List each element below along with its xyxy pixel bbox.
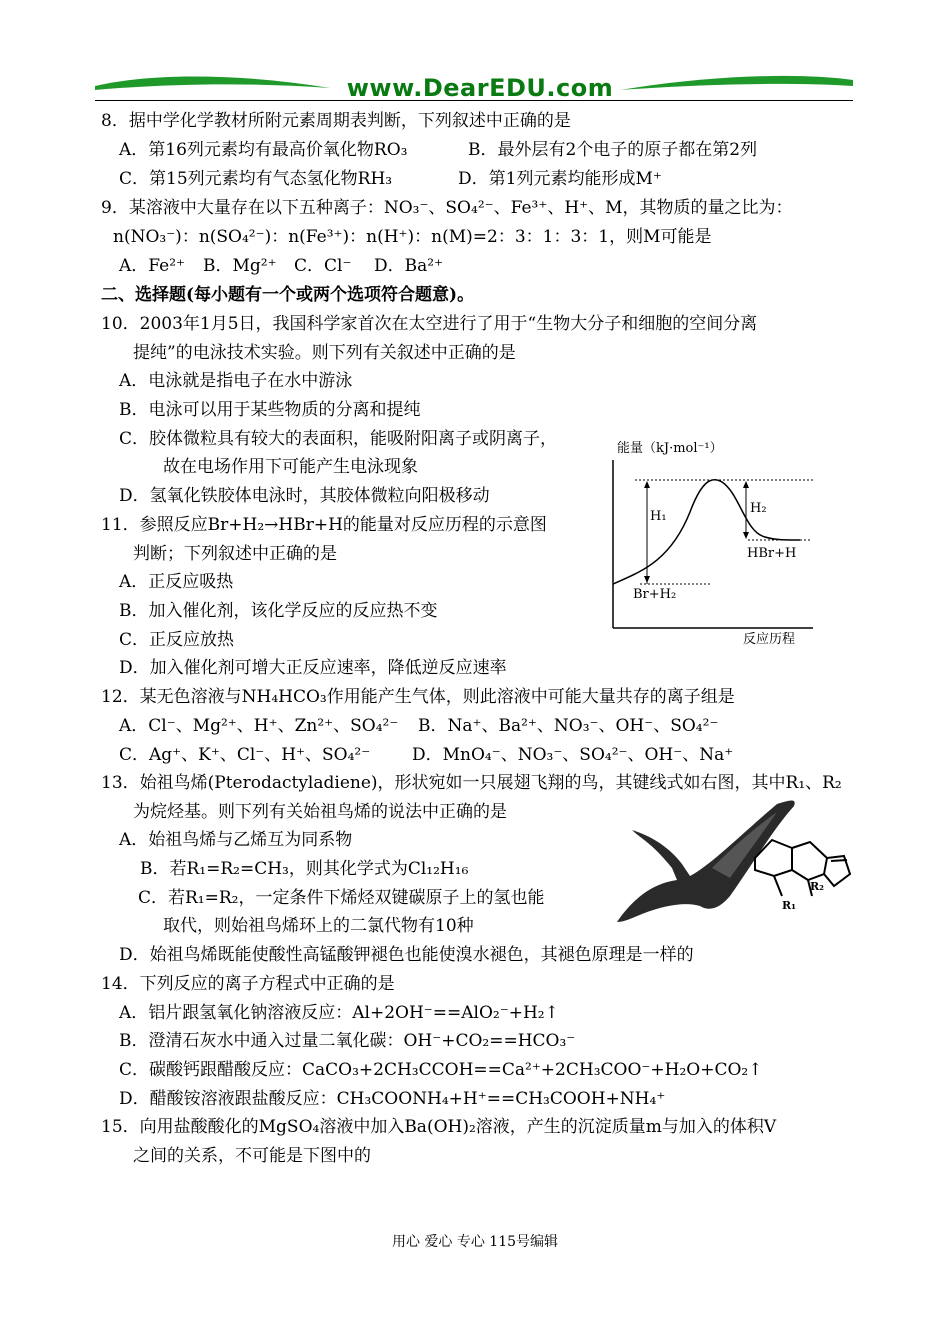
section-2-title: 二、选择题(每小题有一个或两个选项符合题意)。 xyxy=(101,285,475,305)
right-swoosh xyxy=(620,76,853,90)
r1-label: R₁ xyxy=(782,899,796,912)
q9-option-a: A．Fe²⁺ xyxy=(119,256,185,276)
q13-option-c-line1: C．若R₁=R₂，一定条件下烯烃双键碳原子上的氢也能 xyxy=(138,888,545,908)
q9-stem: 9．某溶液中大量存在以下五种离子：NO₃⁻、SO₄²⁻、Fe³⁺、H⁺、M，其物质的量之比为： xyxy=(101,198,793,218)
q11-option-d: D．加入催化剂可增大正反应速率，降低逆反应速率 xyxy=(119,658,507,678)
cage-skeleton xyxy=(755,840,850,896)
q12-option-c: C．Ag⁺、K⁺、Cl⁻、H⁺、SO₄²⁻ xyxy=(119,745,371,765)
reactant-label: Br+H₂ xyxy=(633,587,677,602)
pterodactyladiene-figure xyxy=(612,798,862,928)
reaction-coordinate-label: 反应历程 xyxy=(743,632,796,647)
q10-option-c-line2: 故在电场作用下可能产生电泳现象 xyxy=(163,457,418,477)
q10-stem-line2: 提纯”的电泳技术实验。则下列有关叙述中正确的是 xyxy=(133,343,516,363)
q13-option-c-line2: 取代，则始祖鸟烯环上的二氯代物有10种 xyxy=(163,916,474,936)
q14-option-c: C．碳酸钙跟醋酸反应：CaCO₃+2CH₃CCOH==Ca²⁺+2CH₃COO⁻+H₂O+CO₂↑ xyxy=(119,1060,763,1080)
q14-option-d: D．醋酸铵溶液跟盐酸反应：CH₃COONH₄+H⁺==CH₃COOH+NH₄⁺ xyxy=(119,1089,666,1109)
q8-option-b: B．最外层有2个电子的原子都在第2列 xyxy=(468,140,758,160)
q15-stem-line2: 之间的关系，不可能是下图中的 xyxy=(133,1146,371,1166)
q11-stem-line2: 判断；下列叙述中正确的是 xyxy=(133,544,337,564)
q14-option-b: B．澄清石灰水中通入过量二氧化碳：OH⁻+CO₂==HCO₃⁻ xyxy=(119,1031,576,1051)
q9-option-b: B．Mg²⁺ xyxy=(203,256,277,276)
q11-option-b: B．加入催化剂，该化学反应的反应热不变 xyxy=(119,601,438,621)
reaction-curve xyxy=(613,480,800,584)
h1-arrowhead-up xyxy=(644,481,650,488)
site-logo: www.DearEDU.com xyxy=(346,74,614,102)
q11-option-a: A．正反应吸热 xyxy=(119,572,234,592)
q15-stem-line1: 15．向用盐酸酸化的MgSO₄溶液中加入Ba(OH)₂溶液，产生的沉淀质量m与加入的体积V xyxy=(101,1117,777,1137)
q8-option-c: C．第15列元素均有气态氢化物RH₃ xyxy=(119,169,393,189)
q9-option-d: D．Ba²⁺ xyxy=(374,256,444,276)
q11-option-c: C．正反应放热 xyxy=(119,630,235,650)
h1-arrowhead-down xyxy=(644,576,650,583)
q13-stem-line1: 13．始祖鸟烯(Pterodactyladiene)，形状宛如一只展翅飞翔的鸟，其键线式如右图，其中R₁、R₂ xyxy=(101,773,842,793)
q10-option-d: D．氢氧化铁胶体电泳时，其胶体微粒向阳极移动 xyxy=(119,486,490,506)
q9-ratio: n(NO₃⁻)：n(SO₄²⁻)：n(Fe³⁺)：n(H⁺)：n(M)=2：3：1：3：1，则M可能是 xyxy=(113,227,712,247)
page-footer: 用心 爱心 专心 115号编辑 xyxy=(391,1234,559,1250)
q12-option-b: B．Na⁺、Ba²⁺、NO₃⁻、OH⁻、SO₄²⁻ xyxy=(418,716,719,736)
h2-label: H₂ xyxy=(750,501,767,516)
header-rule xyxy=(95,100,853,101)
q10-stem-line1: 10．2003年1月5日，我国科学家首次在太空进行了用于“生物大分子和细胞的空间分离 xyxy=(101,314,758,334)
h2-arrowhead-down xyxy=(743,532,749,539)
energy-axis-label: 能量（kJ·mol⁻¹） xyxy=(617,441,723,456)
left-swoosh xyxy=(95,76,330,90)
q9-option-c: C．Cl⁻ xyxy=(294,256,352,276)
q10-option-a: A．电泳就是指电子在水中游泳 xyxy=(119,371,353,391)
q8-stem: 8．据中学化学教材所附元素周期表判断，下列叙述中正确的是 xyxy=(101,111,571,131)
h1-label: H₁ xyxy=(650,509,667,524)
q10-option-c-line1: C．胶体微粒具有较大的表面积，能吸附阳离子或阴离子， xyxy=(119,429,558,449)
q13-option-d: D．始祖鸟烯既能使酸性高锰酸钾褪色也能使溴水褪色，其褪色原理是一样的 xyxy=(119,945,694,965)
q12-option-a: A．Cl⁻、Mg²⁺、H⁺、Zn²⁺、SO₄²⁻ xyxy=(119,716,399,736)
q13-stem-line2: 为烷烃基。则下列有关始祖鸟烯的说法中正确的是 xyxy=(133,802,507,822)
q10-option-b: B．电泳可以用于某些物质的分离和提纯 xyxy=(119,400,421,420)
q14-option-a: A．铝片跟氢氧化钠溶液反应：Al+2OH⁻==AlO₂⁻+H₂↑ xyxy=(119,1003,559,1023)
q14-stem: 14．下列反应的离子方程式中正确的是 xyxy=(101,974,395,994)
q12-option-d: D．MnO₄⁻、NO₃⁻、SO₄²⁻、OH⁻、Na⁺ xyxy=(412,745,734,765)
r2-label: R₂ xyxy=(810,880,824,893)
q13-option-b: B．若R₁=R₂=CH₃，则其化学式为Cl₁₂H₁₆ xyxy=(140,859,469,879)
q8-option-d: D．第1列元素均能形成M⁺ xyxy=(458,169,662,189)
product-label: HBr+H xyxy=(747,546,797,561)
q13-option-a: A．始祖鸟烯与乙烯互为同系物 xyxy=(119,830,353,850)
energy-profile-diagram xyxy=(600,432,825,654)
q11-stem-line1: 11．参照反应Br+H₂→HBr+H的能量对反应历程的示意图 xyxy=(101,515,547,535)
h2-arrowhead-up xyxy=(743,481,749,488)
q12-stem: 12．某无色溶液与NH₄HCO₃作用能产生气体，则此溶液中可能大量共存的离子组是 xyxy=(101,687,735,707)
q8-option-a: A．第16列元素均有最高价氧化物RO₃ xyxy=(119,140,408,160)
